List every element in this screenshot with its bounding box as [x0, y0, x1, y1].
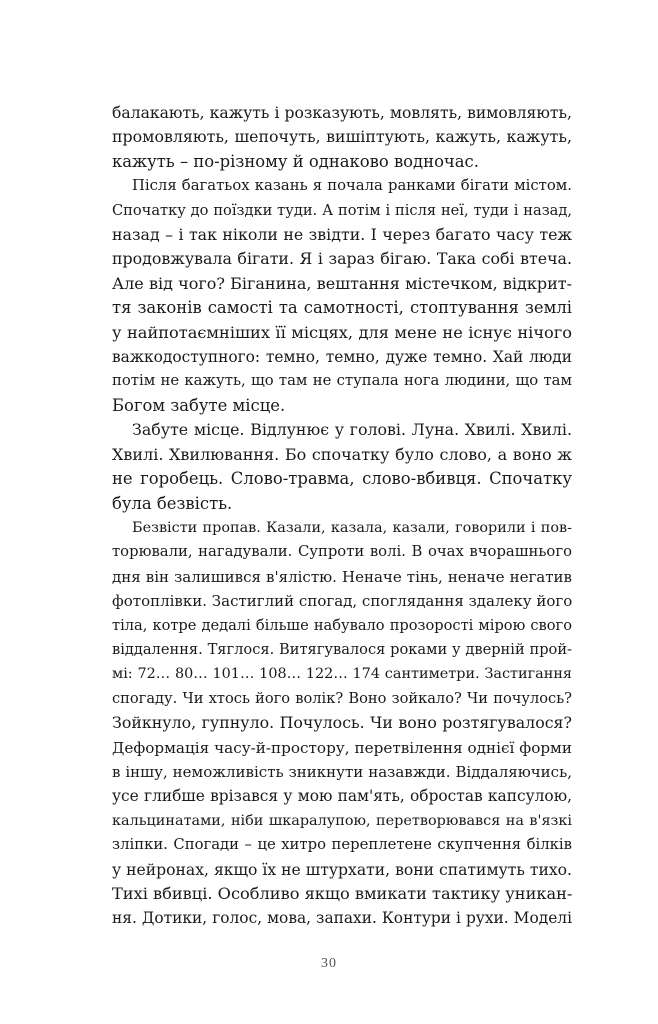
text-line: балакають, кажуть і розказують, мовлять, вимовляють,: [112, 104, 572, 122]
text-line: потім не кажуть, що там не ступала нога людини, що там: [112, 372, 572, 390]
text-line: дня він залишився в'ялістю. Неначе тінь, неначе негатив: [112, 567, 572, 586]
text-line: Тихі вбивці. Особливо якщо вмикати тактику уникан-: [112, 884, 572, 903]
body-text: [112, 101, 572, 931]
text-line: кальцинатами, ніби шкаралупою, перетворювався на в'язкі: [112, 812, 572, 829]
text-line: у найпотаємніших її місцях, для мене не існує нічого: [112, 322, 572, 342]
text-line: Зойкнуло, гупнуло. Почулось. Чи воно розтягувалося?: [112, 713, 572, 733]
text-line: тя законів самості та самотності, стоптування землі: [112, 298, 572, 318]
paragraph: [112, 516, 572, 931]
text-line: ня. Дотики, голос, мова, запахи. Контури і рухи. Моделі: [112, 909, 572, 928]
text-line: в іншу, неможливість зникнути назавжди. Віддаляючись,: [112, 762, 572, 781]
text-line: не горобець. Слово-травма, слово-вбивця. Спочатку: [112, 469, 572, 489]
text-line: Забуте місце. Відлунює у голові. Луна. Хвилі. Хвилі.: [132, 420, 572, 440]
text-line: назад – і так ніколи не звідти. І через багато часу теж: [112, 225, 572, 245]
text-line: Але від чого? Біганина, вештання містечком, відкрит-: [112, 273, 572, 293]
text-line: кажуть – по-різному й однаково водночас.: [112, 151, 479, 171]
text-line: мі: 72… 80… 101… 108… 122… 174 сантиметри. Застигання: [112, 666, 572, 683]
text-line: промовляють, шепочуть, вишіптують, кажуть, кажуть,: [112, 127, 572, 147]
text-line: була безвість.: [112, 493, 233, 513]
text-line: усе глибше врізався у мою пам'ять, обростав капсулою,: [112, 787, 572, 806]
text-line: продовжувала бігати. Я і зараз бігаю. Така собі втеча.: [112, 249, 572, 269]
text-line: Безвісти пропав. Казали, казала, казали, говорили і пов-: [132, 519, 572, 536]
text-line: Богом забуте місце.: [112, 395, 286, 415]
paragraph: [112, 418, 572, 516]
text-line: Деформація часу-й-простору, перетвілення однієї форми: [112, 738, 572, 757]
text-line: віддалення. Тяглося. Витягувалося роками у дверній прой-: [112, 640, 572, 658]
paragraph: [112, 101, 572, 174]
text-line: тіла, котре дедалі більше набувало прозорості мірою свого: [112, 616, 572, 634]
text-line: зліпки. Спогади – це хитро переплетене скупчення білків: [112, 836, 572, 854]
page-number: 30: [321, 956, 337, 971]
text-line: Хвилі. Хвилювання. Бо спочатку було слово, а воно ж: [112, 444, 572, 464]
text-line: торювали, нагадували. Супроти волі. В очах вчорашнього: [112, 543, 572, 561]
text-line: спогаду. Чи хтось його волік? Воно зойкало? Чи почулось?: [112, 689, 572, 707]
text-line: Спочатку до поїздки туди. А потім і після неї, туди і назад,: [112, 201, 572, 219]
text-line: фотоплівки. Застиглий спогад, споглядання здалеку його: [112, 592, 572, 611]
text-line: Після багатьох казань я почала ранками бігати містом.: [132, 177, 572, 195]
text-line: важкодоступного: темно, темно, дуже темно. Хай люди: [112, 348, 572, 367]
text-line: у нейронах, якщо їх не штурхати, вони спатимуть тихо.: [112, 860, 572, 879]
paragraph: [112, 174, 572, 418]
